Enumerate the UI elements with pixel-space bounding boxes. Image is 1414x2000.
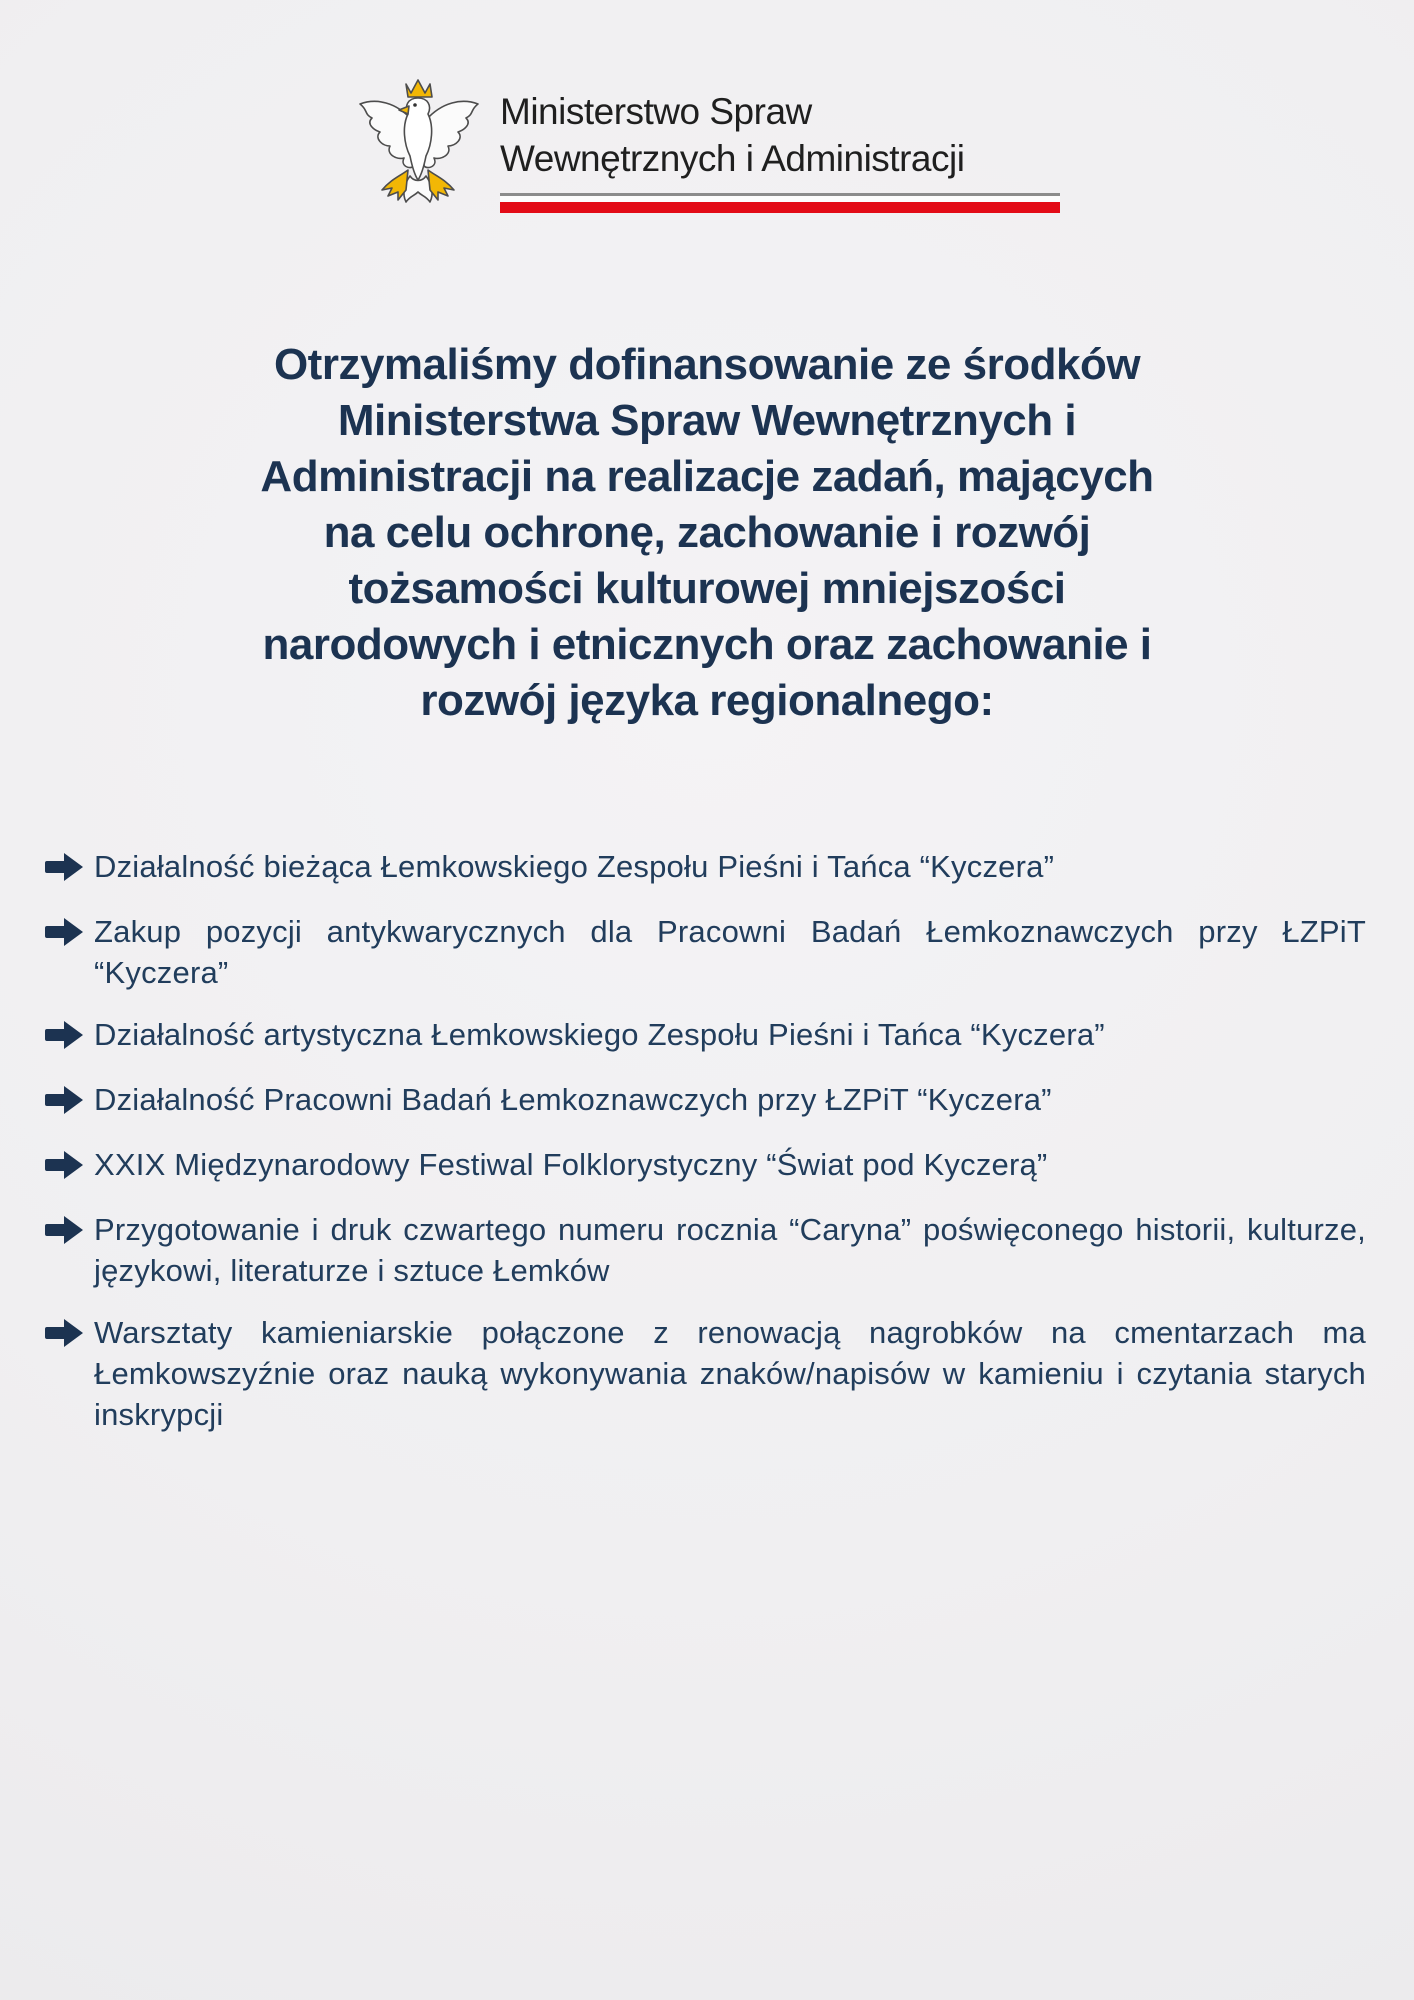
list-item (45, 846, 1366, 890)
right-arrow-icon (45, 911, 85, 993)
ministry-logo-text-block (500, 68, 1060, 213)
list-item (45, 1079, 1366, 1123)
ministry-name-line1: Ministerstwo Spraw (500, 91, 812, 132)
title-line: Otrzymaliśmy dofinansowanie ze środków (273, 340, 1141, 389)
stripe-red-band (500, 202, 1060, 213)
list-item-text: Działalność artystyczna Łemkowskiego Zespołu Pieśni i Tańca “Kyczera” (94, 1017, 1105, 1052)
title-line: rozwój języka regionalnego: (420, 676, 994, 725)
right-arrow-icon (45, 846, 85, 890)
funded-tasks-list (45, 846, 1366, 1456)
right-arrow-icon (45, 1312, 85, 1435)
list-item (45, 1014, 1366, 1058)
right-arrow-icon (45, 1144, 85, 1188)
list-item-text: Działalność Pracowni Badań Łemkoznawczych przy ŁZPiT “Kyczera” (94, 1082, 1052, 1117)
list-item (45, 1144, 1366, 1188)
title-line: Ministerstwa Spraw Wewnętrznych i (337, 396, 1077, 445)
list-item-text: XXIX Międzynarodowy Festiwal Folklorystyczny “Świat pod Kyczerą” (94, 1147, 1048, 1182)
title-line: tożsamości kulturowej mniejszości (348, 564, 1066, 613)
right-arrow-icon (45, 1079, 85, 1123)
list-item (45, 911, 1366, 993)
polish-eagle-emblem-icon (352, 68, 484, 212)
list-item-text: Zakup pozycji antykwarycznych dla Pracowni Badań Łemkoznawczych przy ŁZPiT “Kyczera” (94, 914, 1366, 990)
list-item-text: Przygotowanie i druk czwartego numeru rocznia “Caryna” poświęconego historii, kulturze, językowi, literaturze i sztuce Łemków (94, 1212, 1366, 1288)
title-line: na celu ochronę, zachowanie i rozwój (323, 508, 1091, 557)
title-line: Administracji na realizacje zadań, mających (260, 452, 1154, 501)
page-title (58, 337, 1356, 729)
right-arrow-icon (45, 1014, 85, 1058)
list-item (45, 1209, 1366, 1291)
title-line: narodowych i etnicznych oraz zachowanie i (262, 620, 1152, 669)
list-item-text: Działalność bieżąca Łemkowskiego Zespołu Pieśni i Tańca “Kyczera” (94, 849, 1055, 884)
ministry-logo (352, 68, 1060, 213)
flag-stripe (500, 193, 1060, 213)
ministry-name-line2: Wewnętrznych i Administracji (500, 138, 965, 179)
list-item (45, 1312, 1366, 1435)
right-arrow-icon (45, 1209, 85, 1291)
list-item-text: Warsztaty kamieniarskie połączone z renowacją nagrobków na cmentarzach ma Łemkowszyźnie oraz nauką wykonywania znaków/napisów w kamieniu i czytania starych inskrypcji (94, 1315, 1366, 1432)
